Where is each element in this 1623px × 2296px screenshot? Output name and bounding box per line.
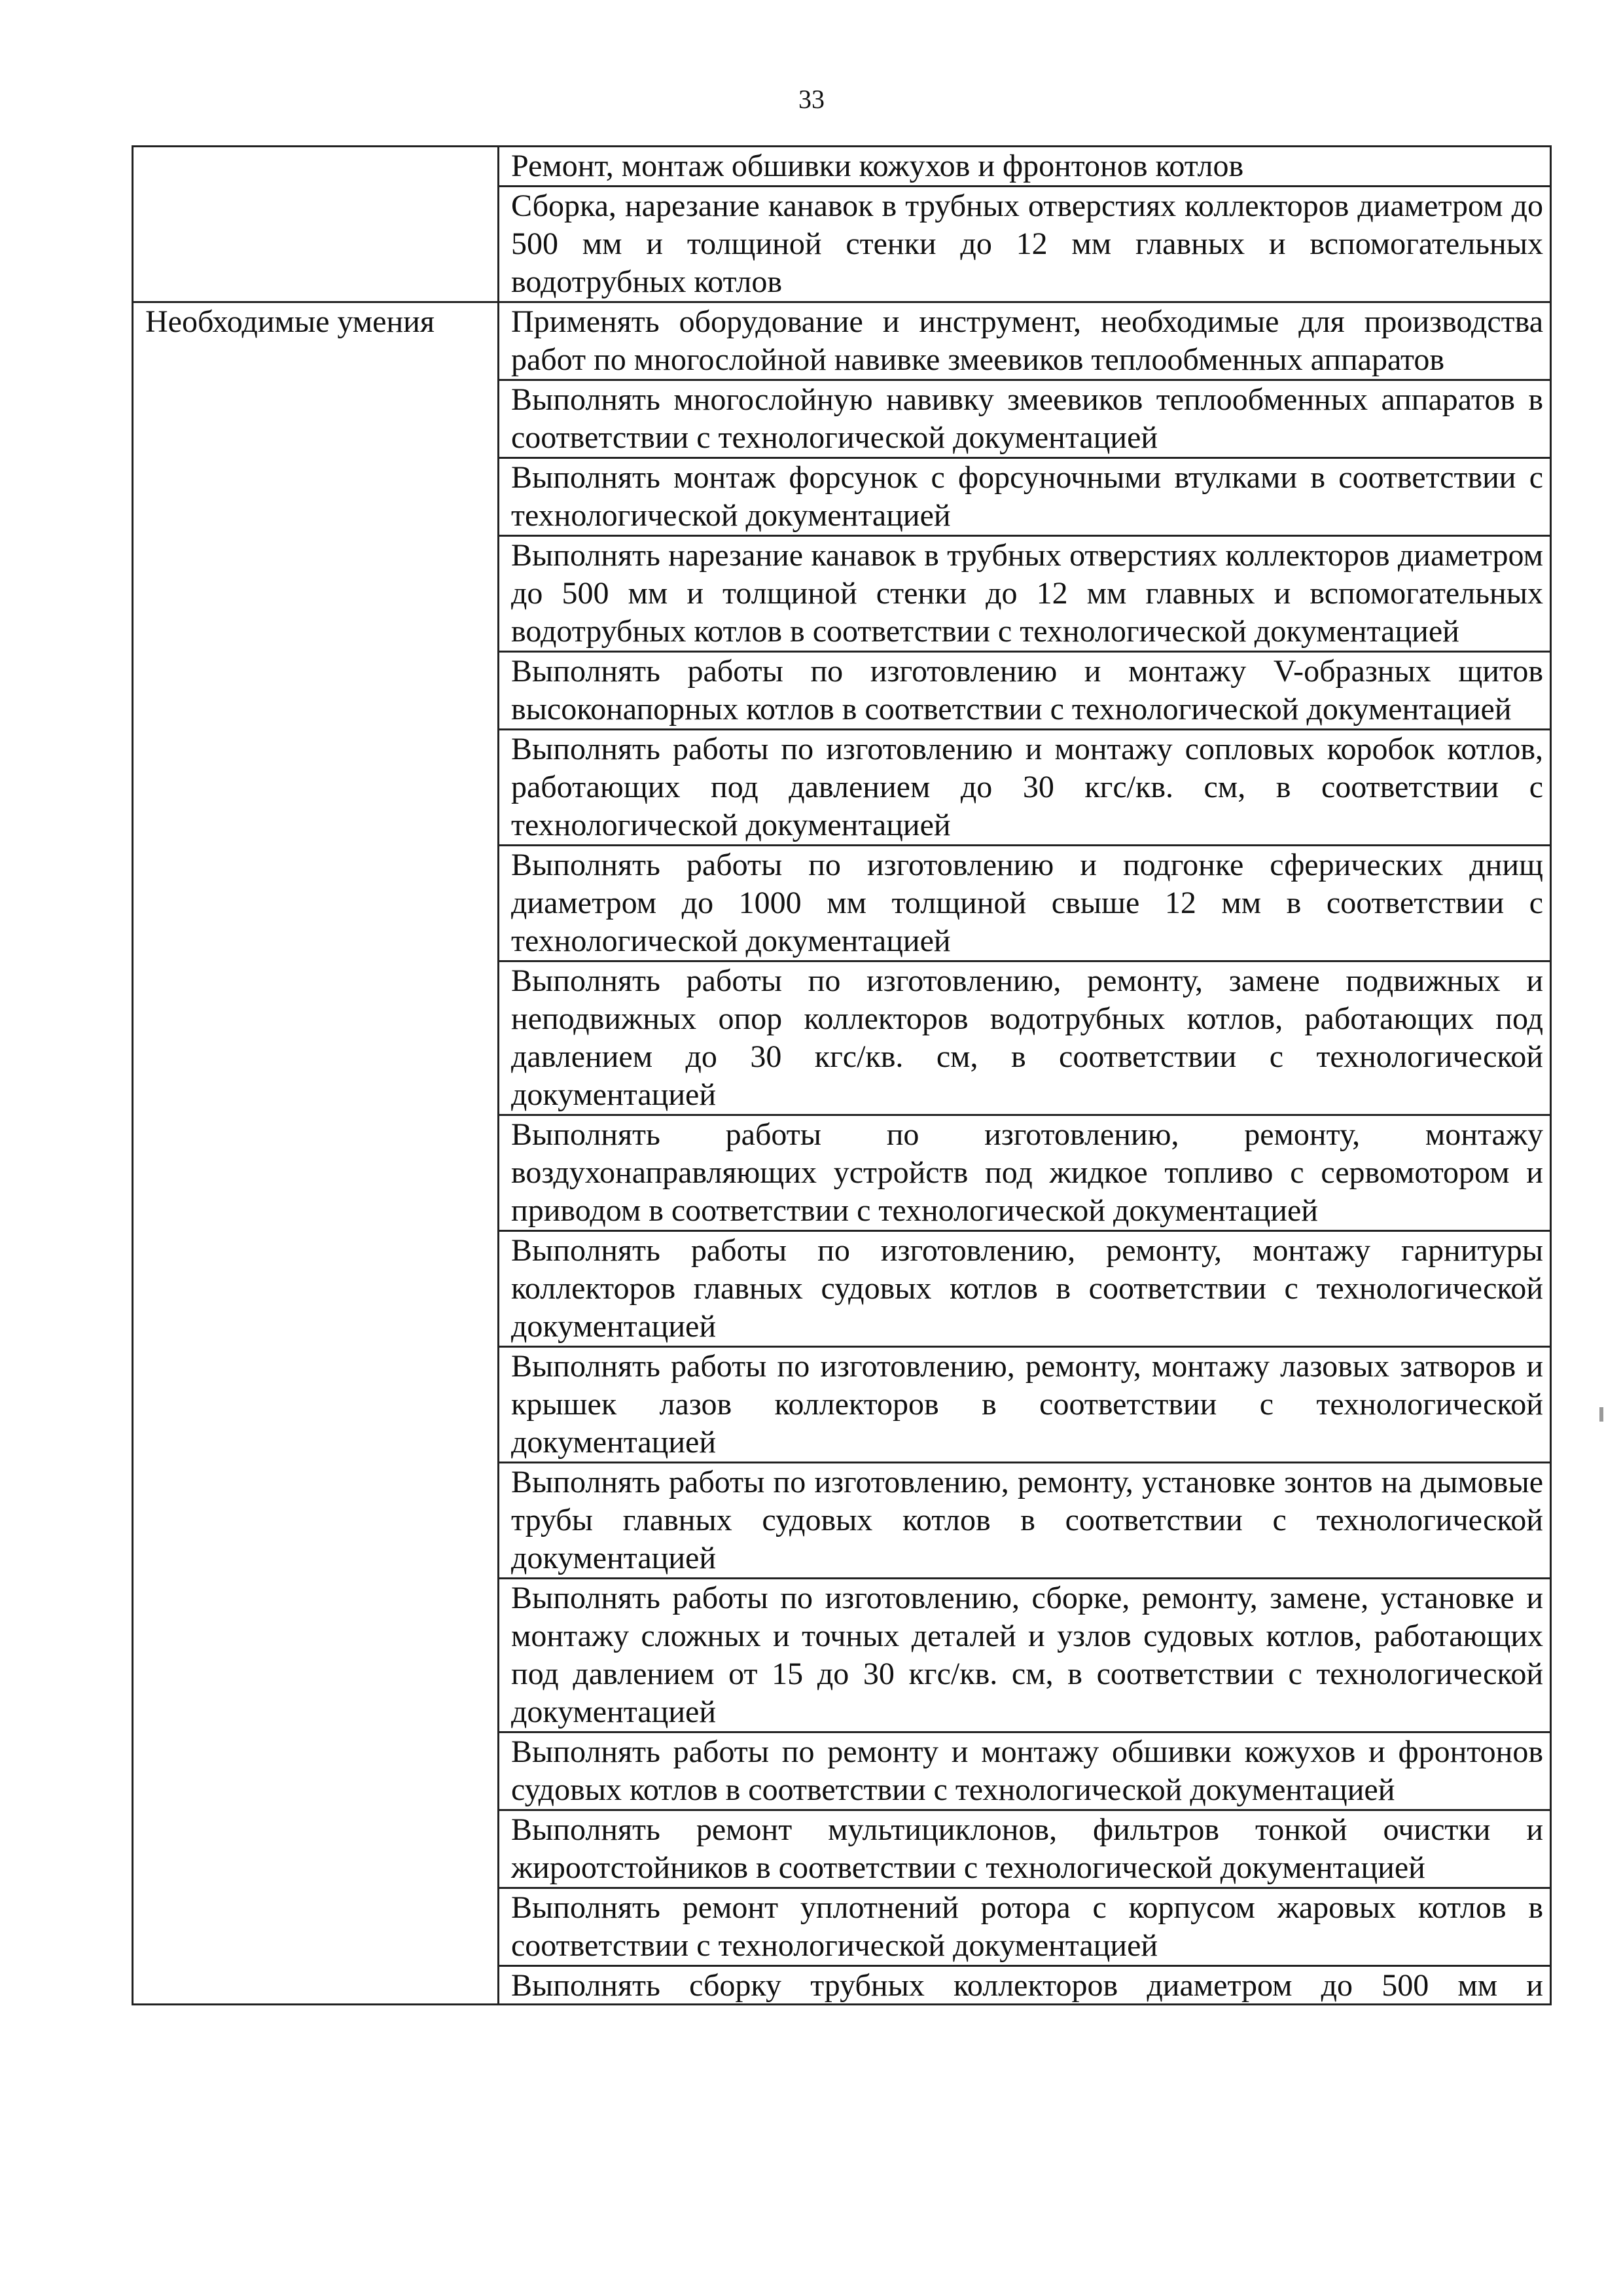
row-text-cell [499,1966,1551,2005]
row-text-cell: Выполнять работы по изготовлению, ремонту, монтажу гарнитуры коллекторов главных судовых котлов в соответствии с технологической документацией [499,1231,1551,1347]
page-number: 33 [798,84,825,114]
row-text-cell: Выполнять ремонт мультициклонов, фильтров тонкой очистки и жироотстойников в соответствии с технологической документацией [499,1810,1551,1888]
row-text-cell: Выполнять работы по изготовлению, ремонту, установке зонтов на дымовые трубы главных судовых котлов в соответствии с технологической документацией [499,1463,1551,1579]
row-label-cell: Необходимые умения [133,302,499,2005]
row-text-cell: Выполнять работы по ремонту и монтажу обшивки кожухов и фронтонов судовых котлов в соответствии с технологической документацией [499,1732,1551,1810]
row-text-cell: Выполнять работы по изготовлению, сборке, ремонту, замене, установке и монтажу сложных и точных деталей и узлов судовых котлов, работающих под давлением от 15 до 30 кгс/кв. см, в соответствии с технологической документацией [499,1579,1551,1732]
row-text-cut: Выполнять сборку трубных коллекторов диаметром до 500 мм и [511,1968,1543,2003]
row-text-cell: Выполнять работы по изготовлению и монтажу сопловых коробок котлов, работающих под давлением до 30 кгс/кв. см, в соответствии с технологической документацией [499,730,1551,846]
row-text-cell: Выполнять нарезание канавок в трубных отверстиях коллекторов диаметром до 500 мм и толщиной стенки до 12 мм главных и вспомогательных водотрубных котлов в соответствии с технологической документацией [499,536,1551,652]
row-text-cell: Ремонт, монтаж обшивки кожухов и фронтонов котлов [499,147,1551,187]
table-body [133,147,1551,2005]
table-row [133,302,1551,380]
row-text-cell: Выполнять работы по изготовлению, ремонту, монтажу лазовых затворов и крышек лазов коллекторов в соответствии с технологической документацией [499,1347,1551,1463]
scan-speck [1599,1407,1603,1422]
row-text-cell: Выполнять монтаж форсунок с форсуночными втулками в соответствии с технологической документацией [499,458,1551,536]
row-text-cell: Выполнять многослойную навивку змеевиков теплообменных аппаратов в соответствии с технологической документацией [499,380,1551,458]
row-text-cell: Применять оборудование и инструмент, необходимые для производства работ по многослойной навивке змеевиков теплообменных аппаратов [499,302,1551,380]
requirements-table [132,145,1552,2005]
row-text-cell: Выполнять работы по изготовлению, ремонту, монтажу воздухонаправляющих устройств под жидкое топливо с сервомотором и приводом в соответствии с технологической документацией [499,1115,1551,1231]
row-text-cell: Выполнять работы по изготовлению и подгонке сферических днищ диаметром до 1000 мм толщиной свыше 12 мм в соответствии с технологической документацией [499,846,1551,961]
row-text-cell: Сборка, нарезание канавок в трубных отверстиях коллекторов диаметром до 500 мм и толщиной стенки до 12 мм главных и вспомогательных водотрубных котлов [499,187,1551,302]
row-label-cell [133,147,499,302]
row-text-cell: Выполнять ремонт уплотнений ротора с корпусом жаровых котлов в соответствии с технологической документацией [499,1888,1551,1966]
table-row [133,147,1551,187]
row-text-cell: Выполнять работы по изготовлению и монтажу V-образных щитов высоконапорных котлов в соответствии с технологической документацией [499,652,1551,730]
row-text-cell: Выполнять работы по изготовлению, ремонту, замене подвижных и неподвижных опор коллекторов водотрубных котлов, работающих под давлением до 30 кгс/кв. см, в соответствии с технологической документацией [499,961,1551,1115]
